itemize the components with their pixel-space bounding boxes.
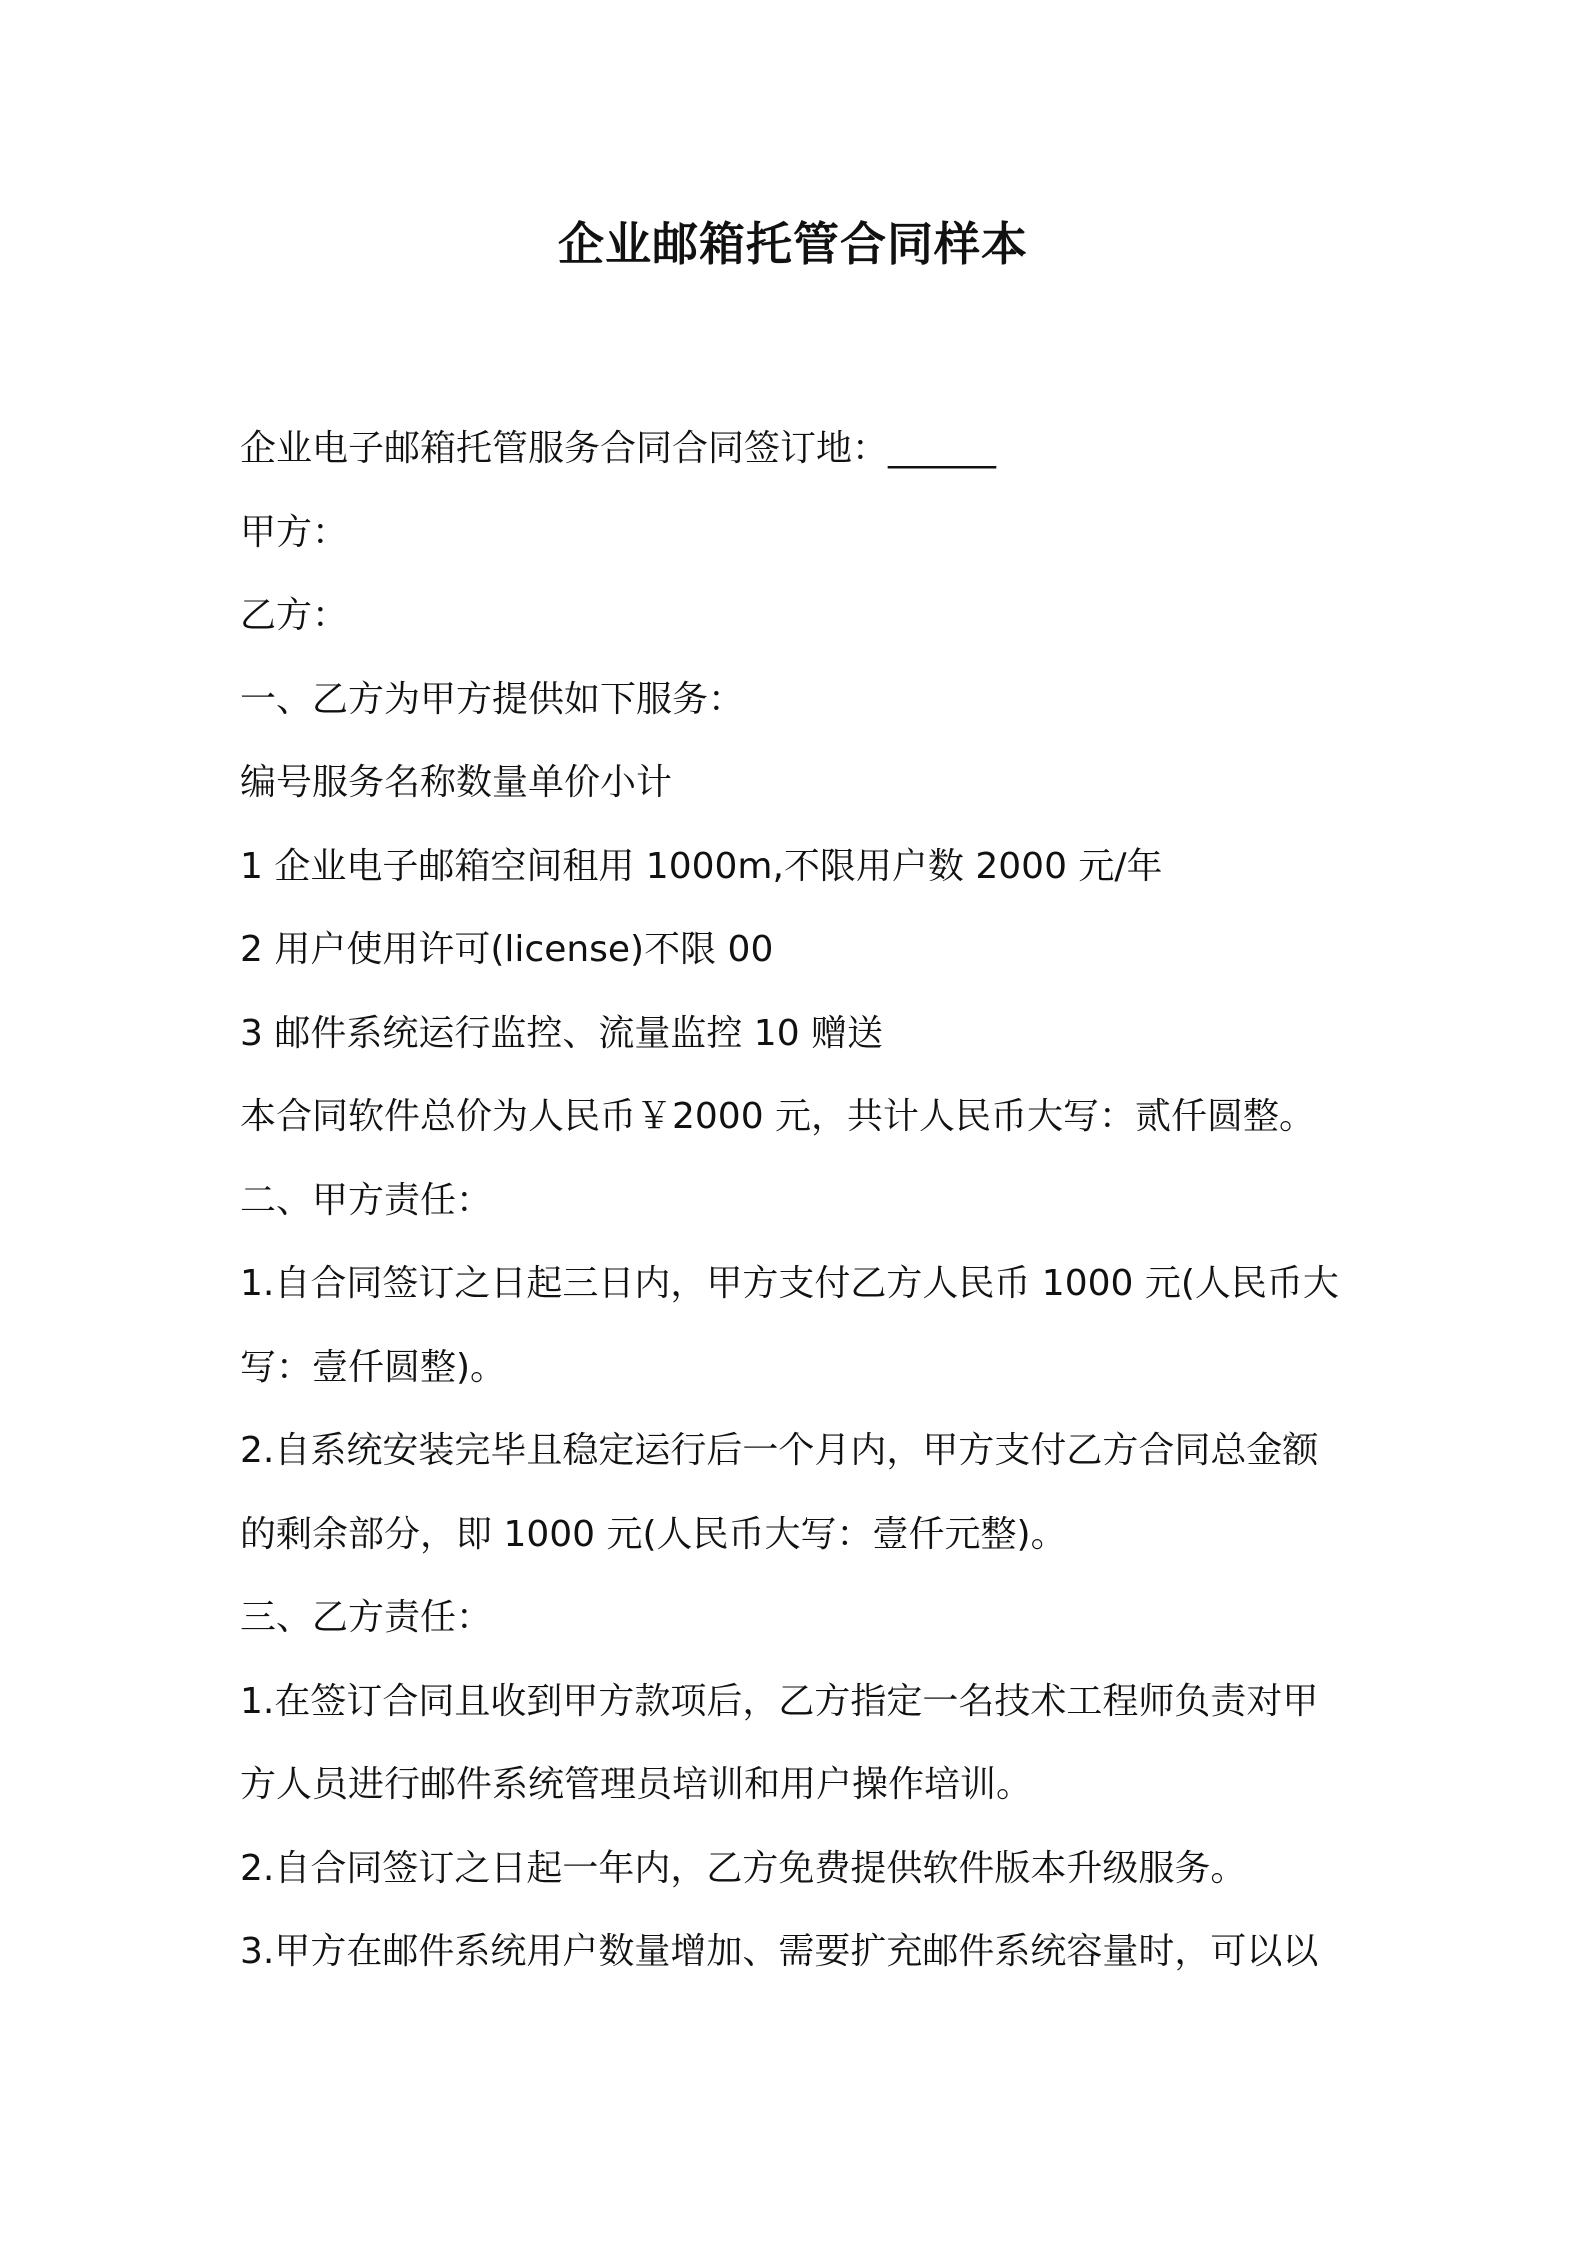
contract-total-line: 本合同软件总价为人民币￥2000 元，共计人民币大写：贰仟圆整。: [240, 1096, 1316, 1137]
document-title: 企业邮箱托管合同样本: [558, 217, 1028, 271]
service-item-2: 2 用户使用许可(license)不限 00: [240, 929, 774, 970]
party-a-clause-2-line-1: 2.自系统安装完毕且稳定运行后一个月内，甲方支付乙方合同总金额: [240, 1430, 1319, 1471]
party-b-clause-1-line-1: 1.在签订合同且收到甲方款项后，乙方指定一名技术工程师负责对甲: [240, 1680, 1319, 1722]
party-b-line: 乙方：: [240, 595, 349, 636]
party-a-clause-2-line-2: 的剩余部分，即 1000 元(人民币大写：壹仟元整)。: [240, 1513, 1067, 1555]
section-party-a-heading: 二、甲方责任：: [240, 1179, 493, 1221]
section-party-b-heading: 三、乙方责任：: [240, 1597, 493, 1638]
party-b-clause-2: 2.自合同签订之日起一年内，乙方免费提供软件版本升级服务。: [240, 1847, 1247, 1889]
party-b-clause-1-line-2: 方人员进行邮件系统管理员培训和用户操作培训。: [240, 1764, 1033, 1805]
service-table-header: 编号服务名称数量单价小计: [240, 762, 673, 803]
party-a-clause-1-line-1: 1.自合同签订之日起三日内，甲方支付乙方人民币 1000 元(人民币大: [240, 1263, 1339, 1304]
service-item-1: 1 企业电子邮箱空间租用 1000m,不限用户数 2000 元/年: [240, 845, 1163, 887]
party-a-clause-1-line-2: 写：壹仟圆整)。: [240, 1346, 507, 1388]
party-a-line: 甲方：: [240, 511, 349, 553]
party-b-clause-3-line-1: 3.甲方在邮件系统用户数量增加、需要扩充邮件系统容量时，可以以: [240, 1931, 1319, 1972]
document-body: [240, 407, 1360, 1994]
service-item-3: 3 邮件系统运行监控、流量监控 10 赠送: [240, 1012, 884, 1054]
section-services-heading: 一、乙方为甲方提供如下服务：: [240, 678, 745, 720]
contract-place-line: 企业电子邮箱托管服务合同合同签订地：______: [240, 428, 997, 469]
